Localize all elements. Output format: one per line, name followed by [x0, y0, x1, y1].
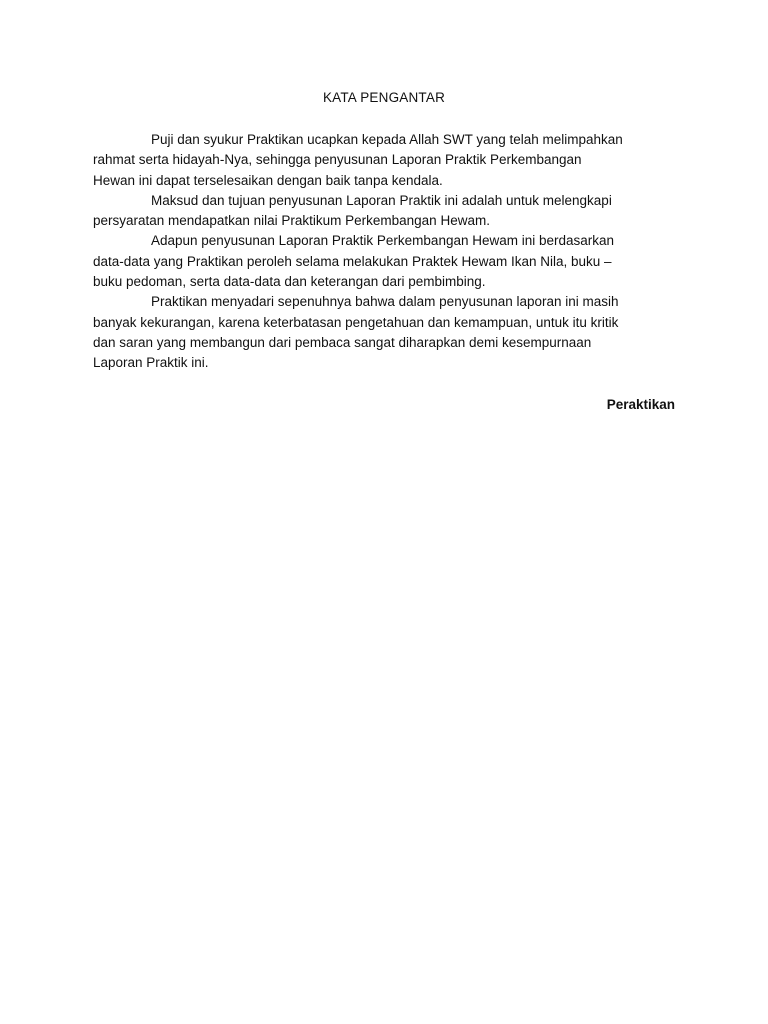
paragraph-line: buku pedoman, serta data-data dan keterangan dari pembimbing. [93, 274, 486, 290]
paragraph-line: banyak kekurangan, karena keterbatasan pengetahuan dan kemampuan, untuk itu kritik [93, 314, 619, 330]
signature: Peraktikan [606, 397, 675, 412]
paragraph-line: Puji dan syukur Praktikan ucapkan kepada Allah SWT yang telah melimpahkan [151, 132, 623, 147]
paragraph-line: Maksud dan tujuan penyusunan Laporan Praktik ini adalah untuk melengkapi [151, 192, 612, 208]
paragraph-line: Adapun penyusunan Laporan Praktik Perkembangan Hewam ini berdasarkan [151, 233, 615, 249]
paragraph-line: dan saran yang membangun dari pembaca sangat diharapkan demi kesempurnaan [93, 334, 592, 350]
page-title: KATA PENGANTAR [322, 90, 446, 105]
paragraph-line: persyaratan mendapatkan nilai Praktikum Perkembangan Hewam. [93, 213, 490, 229]
body-text [93, 130, 683, 374]
paragraph-line: rahmat serta hidayah-Nya, sehingga penyusunan Laporan Praktik Perkembangan [93, 152, 582, 168]
paragraph-line: Hewan ini dapat terselesaikan dengan baik tanpa kendala. [93, 172, 443, 188]
paragraph-line: Laporan Praktik ini. [93, 355, 209, 371]
paragraph-line: Praktikan menyadari sepenuhnya bahwa dalam penyusunan laporan ini masih [151, 294, 619, 310]
paragraph-line: data-data yang Praktikan peroleh selama melakukan Praktek Hewam Ikan Nila, buku – [93, 253, 612, 269]
